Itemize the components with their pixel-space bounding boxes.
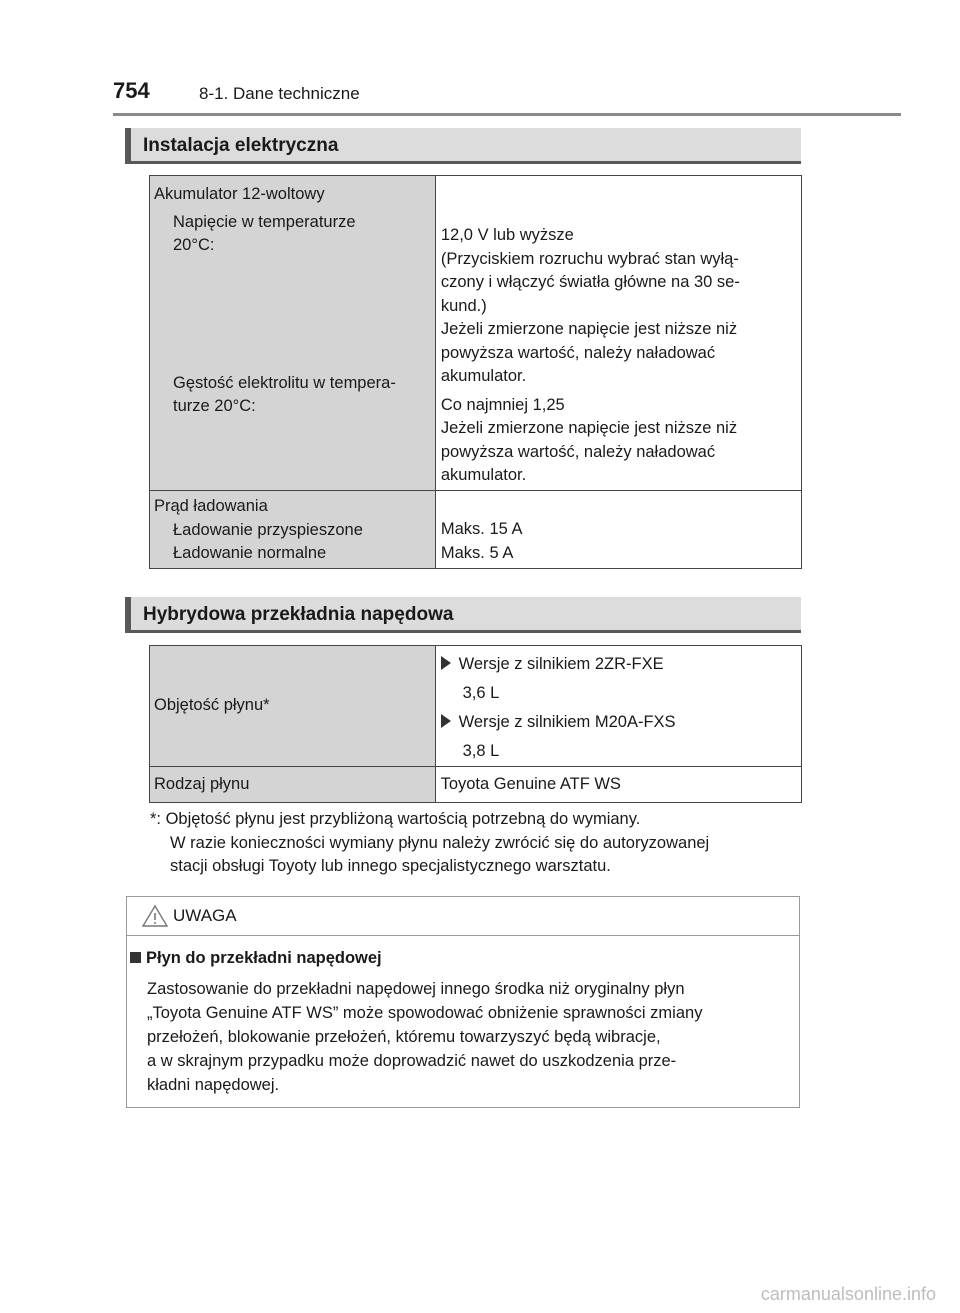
warning-subtitle (130, 949, 382, 968)
table-row (150, 767, 802, 803)
warning-line: a w skrajnym przypadku może doprowadzić nawet do uszkodzenia prze- (147, 1052, 677, 1070)
engine-version-title: Wersje z silnikiem 2ZR-FXE (458, 655, 664, 673)
warning-header (127, 897, 799, 936)
density-label-line: turze 20°C: (173, 397, 256, 415)
value-line: Jeżeli zmierzone napięcie jest niższe niż (440, 320, 738, 338)
value-line: (Przyciskiem rozruchu wybrać stan wyłą- (440, 249, 739, 268)
value-line: powyższa wartość, należy naładować (440, 343, 716, 362)
chapter-title: 8-1. Dane techniczne (199, 84, 360, 103)
warning-box (126, 896, 800, 1108)
density-value (441, 394, 795, 488)
warning-body (147, 977, 791, 1097)
normal-charge-label: Ładowanie normalne (173, 544, 327, 562)
warning-line: kładni napędowej. (147, 1076, 280, 1094)
density-label-line: Gęstość elektrolitu w tempera- (173, 373, 396, 392)
value-line: czony i włączyć światła główne na 30 se- (440, 273, 740, 291)
engine-version-item (441, 650, 795, 679)
fluid-type-label: Rodzaj płynu (154, 774, 250, 793)
transmission-table (149, 645, 802, 803)
table-cell-label (150, 491, 436, 569)
value-line: 12,0 V lub wyższe (440, 226, 574, 244)
fluid-volume-label: Objętość płynu* (154, 696, 270, 715)
fluid-type-value: Toyota Genuine ATF WS (440, 774, 621, 793)
fast-charge-label: Ładowanie przyspieszone (173, 520, 363, 539)
footnote-line: stacji obsługi Toyoty lub innego specjalistycznego warsztatu. (170, 857, 611, 875)
footnote-line: *: Objętość płynu jest przybliżoną wartością potrzebną do wymiany. (150, 810, 641, 828)
battery-label: Akumulator 12-woltowy (154, 185, 325, 203)
header-divider (113, 113, 901, 116)
section-title: Instalacja elektryczna (143, 135, 339, 156)
density-label (154, 372, 431, 419)
value-line: kund.) (440, 296, 487, 315)
footnote-line: W razie konieczności wymiany płynu należy zwrócić się do autoryzowanej (170, 833, 710, 852)
voltage-value (441, 224, 795, 389)
engine-version-title: Wersje z silnikiem M20A-FXS (458, 713, 676, 731)
fast-charge-value: Maks. 15 A (440, 520, 523, 538)
value-line: powyższa wartość, należy naładować (440, 442, 716, 461)
square-bullet-icon (130, 952, 141, 963)
table-cell-label (150, 646, 436, 767)
watermark: carmanualsonline.info (760, 1284, 936, 1304)
table-cell-value (435, 176, 801, 491)
voltage-label: Napięcie w temperaturze 20°C: (173, 212, 356, 254)
fluid-volume-value: 3,8 L (462, 742, 500, 760)
engine-version-item (441, 708, 795, 737)
value-line: Co najmniej 1,25 (440, 395, 565, 414)
warning-line: przełożeń, blokowanie przełożeń, któremu towarzyszyć będą wibracje, (147, 1028, 661, 1046)
table-cell-value (435, 646, 801, 767)
footnote (150, 808, 802, 879)
warning-line: „Toyota Genuine ATF WS” może spowodować obniżenie sprawności zmiany (147, 1004, 703, 1022)
table-cell-label (150, 767, 436, 803)
fluid-volume-value: 3,6 L (462, 684, 500, 702)
warning-title: UWAGA (173, 906, 237, 925)
table-row (150, 646, 802, 767)
table-cell-value (435, 491, 801, 569)
table-cell-value (435, 767, 801, 803)
section-heading-electrical (125, 128, 801, 164)
triangle-bullet-icon (441, 656, 451, 670)
page-number: 754 (113, 78, 150, 103)
value-line: akumulator. (440, 367, 527, 385)
electrical-table (149, 175, 802, 569)
value-line: Jeżeli zmierzone napięcie jest niższe niż (440, 419, 738, 437)
warning-triangle-icon (141, 904, 169, 928)
table-row (150, 176, 802, 491)
section-title: Hybrydowa przekładnia napędowa (143, 604, 454, 625)
warning-subtitle-text: Płyn do przekładni napędowej (146, 949, 382, 967)
table-row (150, 491, 802, 569)
section-heading-transmission (125, 597, 801, 633)
triangle-bullet-icon (441, 714, 451, 728)
value-line: akumulator. (440, 466, 527, 484)
table-cell-label (150, 176, 436, 491)
normal-charge-value: Maks. 5 A (440, 543, 514, 562)
warning-line: Zastosowanie do przekładni napędowej innego środka niż oryginalny płyn (147, 980, 685, 998)
charging-label: Prąd ładowania (154, 497, 268, 515)
